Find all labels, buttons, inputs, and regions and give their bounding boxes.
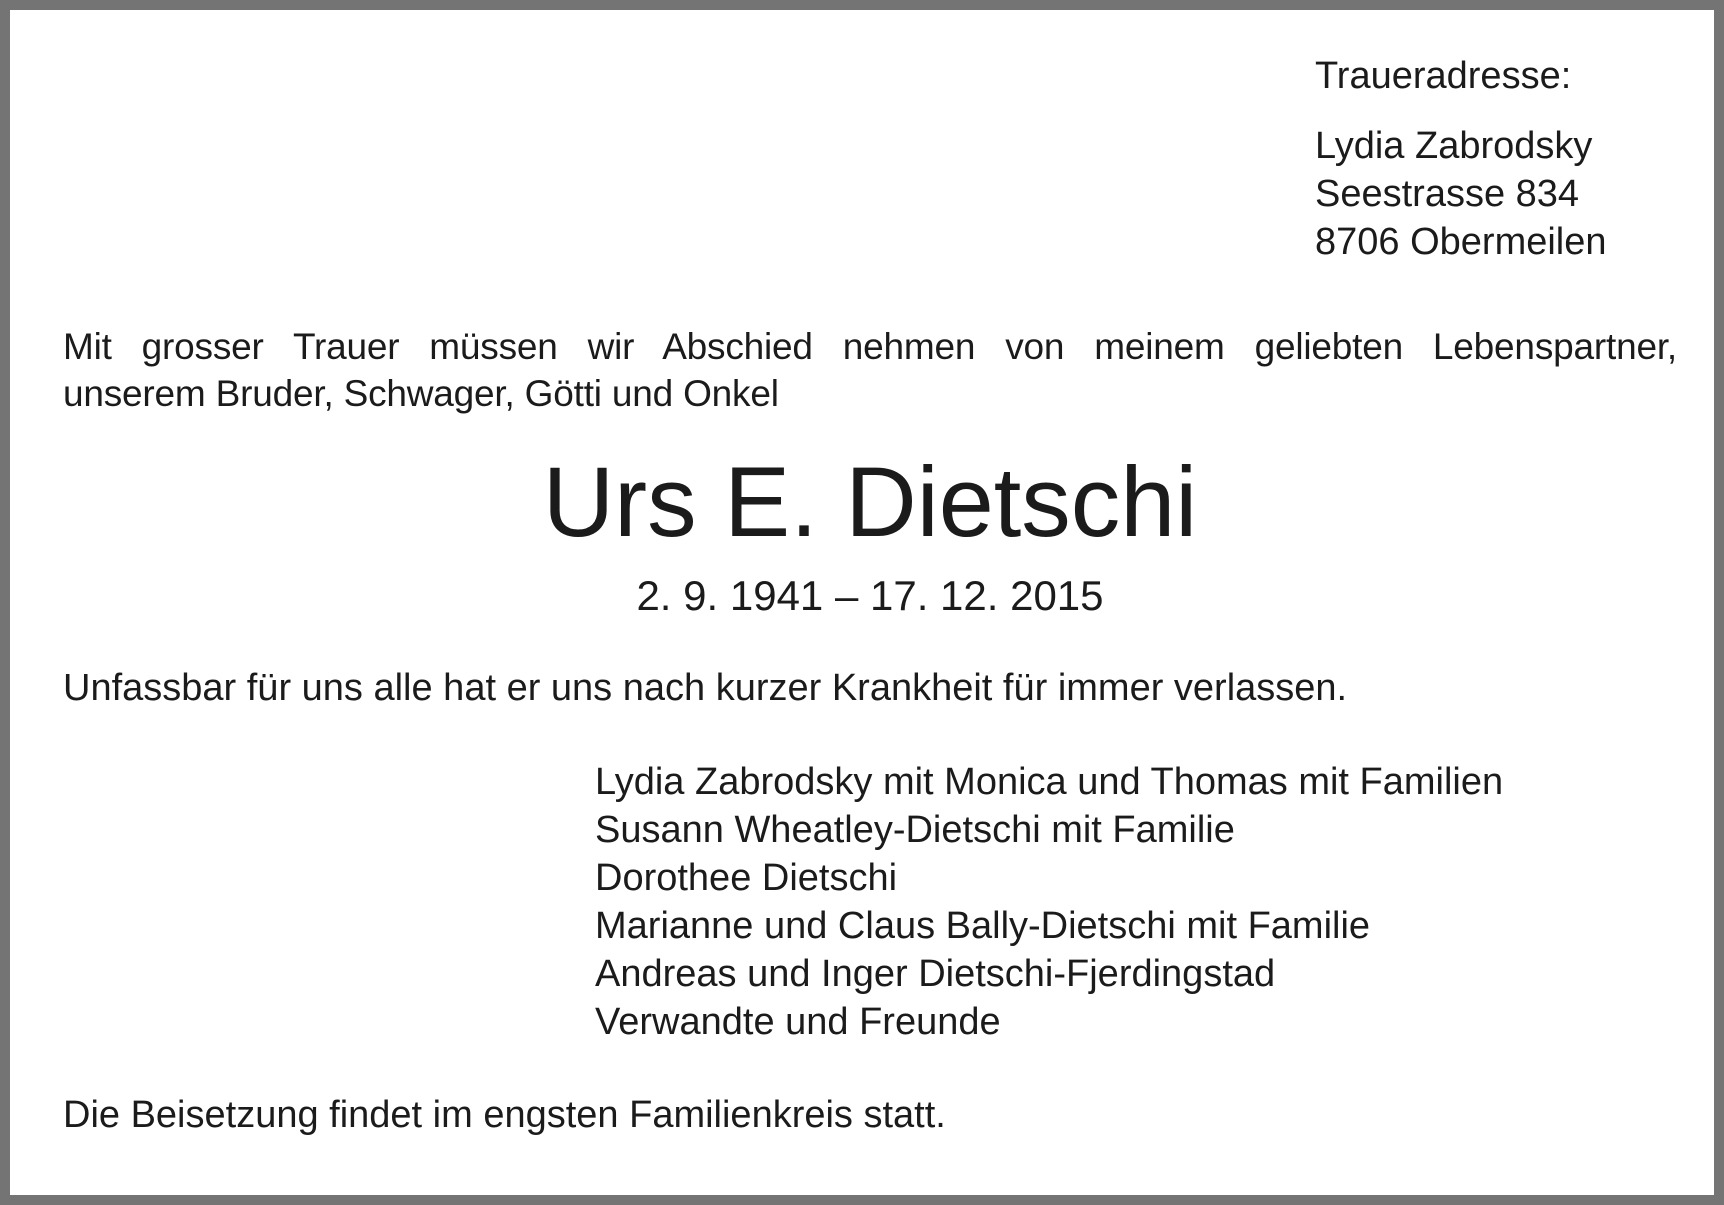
mourners-list (595, 758, 1503, 1046)
mourning-address-street: Seestrasse 834 (1315, 173, 1580, 215)
funeral-note: Die Beisetzung findet im engsten Familienkreis statt. (63, 1094, 946, 1136)
mourning-address-name: Lydia Zabrodsky (1315, 125, 1593, 167)
intro-paragraph (63, 323, 1677, 417)
mourning-address-block (1315, 52, 1607, 266)
condolence-message: Unfassbar für uns alle hat er uns nach kurzer Krankheit für immer verlassen. (63, 667, 1348, 709)
mourner-line: Verwandte und Freunde (595, 1001, 1001, 1043)
mourning-address-label: Traueradresse: (1315, 55, 1572, 97)
deceased-name: Urs E. Dietschi (542, 446, 1198, 557)
mourning-address-city: 8706 Obermeilen (1315, 221, 1607, 263)
mourner-line: Dorothee Dietschi (595, 857, 898, 899)
mourner-line: Marianne und Claus Bally-Dietschi mit Familie (595, 905, 1371, 947)
mourner-line: Andreas und Inger Dietschi-Fjerdingstad (595, 953, 1276, 995)
mourner-line: Lydia Zabrodsky mit Monica und Thomas mit Familien (595, 761, 1504, 803)
intro-line-1: Mit grosser Trauer müssen wir Abschied nehmen von meinem geliebten Lebenspartner, (63, 326, 1677, 367)
mourner-line: Susann Wheatley-Dietschi mit Familie (595, 809, 1235, 851)
intro-line-2: unserem Bruder, Schwager, Götti und Onkel (63, 373, 779, 414)
life-dates: 2. 9. 1941 – 17. 12. 2015 (636, 572, 1104, 619)
